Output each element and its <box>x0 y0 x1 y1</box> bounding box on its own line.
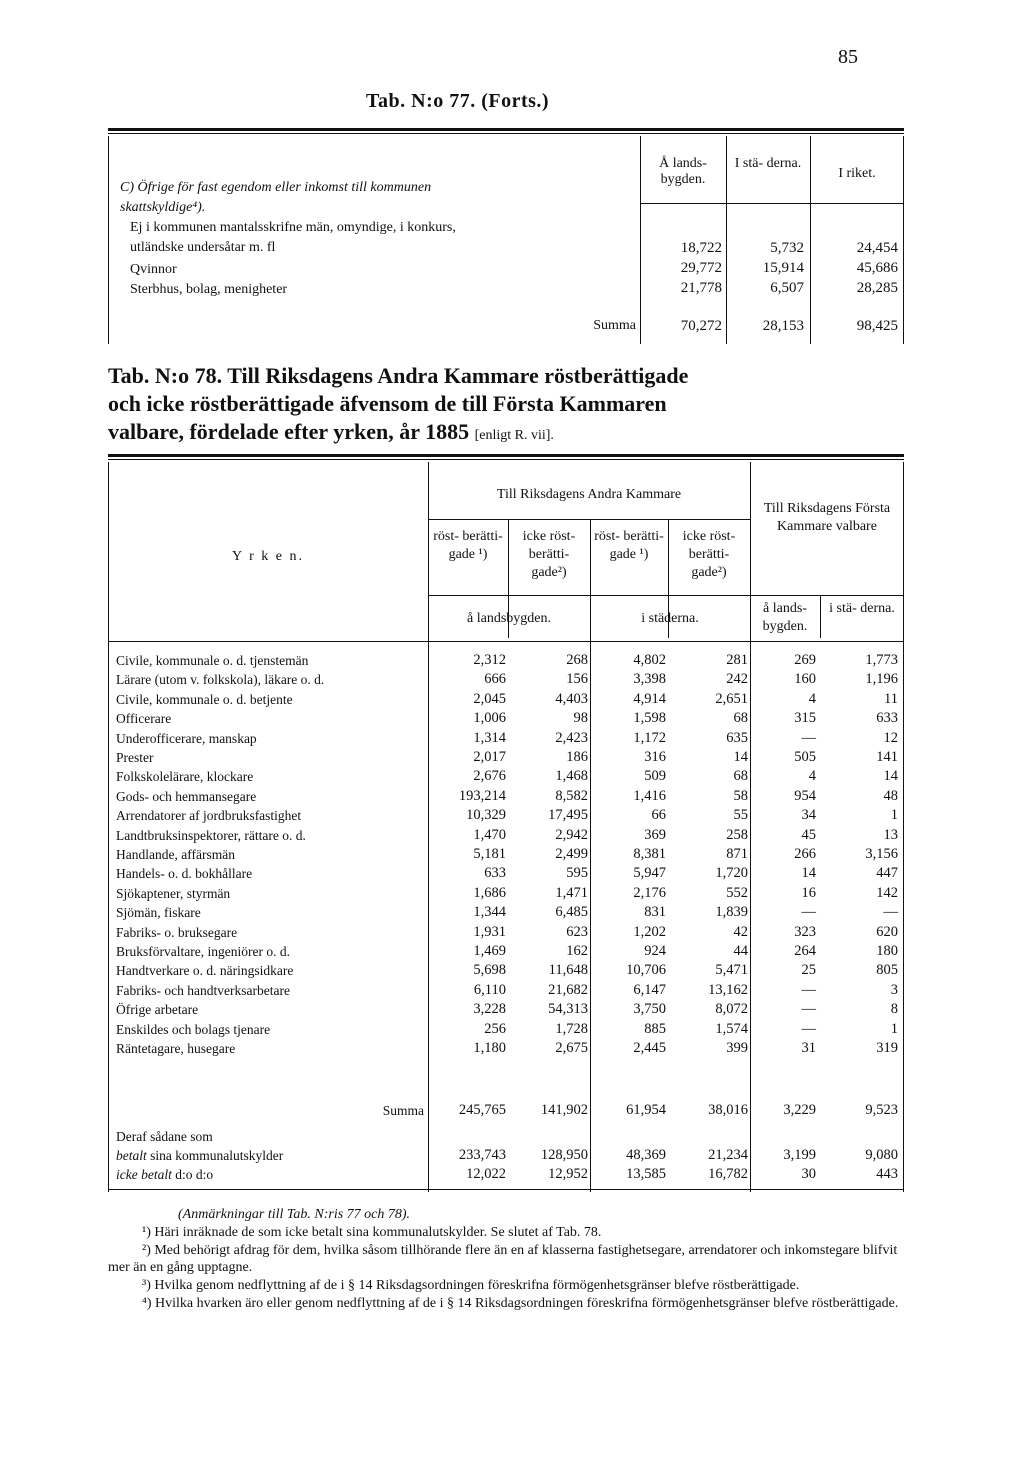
tab78-cell: 633 <box>484 865 506 882</box>
tab78-col-divider-mid <box>590 520 591 1192</box>
tab78-cell: 1,574 <box>715 1020 748 1037</box>
tab77-section-title-a: C) Öfrige för fast egendom eller inkomst till kommunen <box>120 180 432 195</box>
tab78-row-label: Officerare <box>116 711 172 727</box>
tab78-cell: 11 <box>884 690 898 707</box>
tab78-cell: 156 <box>566 671 588 688</box>
tab78-cell: 5,698 <box>473 962 506 979</box>
tab78-cell: 8 <box>890 1001 898 1018</box>
tab78-cell: 242 <box>726 671 748 688</box>
tab78-cell: 13,162 <box>708 981 748 998</box>
tab78-header-andra-kammare: Till Riksdagens Andra Kammare <box>496 487 682 502</box>
tab78-cell: 2,651 <box>715 690 748 707</box>
tab78-cell: 266 <box>794 846 816 862</box>
tab78-total-cell: 12,952 <box>548 1166 588 1182</box>
tab78-title-line-1: Tab. N:o 78. Till Riksdagens Andra Kammare röstberättigade <box>108 363 689 388</box>
note-1: ¹) Häri inräknade de som icke betalt sina kommunalutskylder. Se slutet af Tab. 78. <box>142 1225 602 1240</box>
tab78-cell: 323 <box>794 923 816 940</box>
tab78-cell: 3,228 <box>473 1001 506 1018</box>
tab78-cell: 3 <box>890 981 898 998</box>
tab78-col-divider-label <box>428 462 429 1192</box>
tab78-title-line-3-wrap <box>108 418 908 450</box>
tab78-header-rule-1 <box>428 519 750 520</box>
tab78-cell: 924 <box>644 943 666 959</box>
tab78-cell: — <box>801 904 816 921</box>
tab78-cell: 2,676 <box>473 768 506 785</box>
tab78-row-label: Bruksförvaltare, ingeniörer o. d. <box>116 944 290 959</box>
tab78-deraf-label: Deraf sådane som <box>116 1129 213 1144</box>
tab78-sub-icke-stad: icke röst- berätti- gade²) <box>682 529 736 580</box>
tab78-cell: 447 <box>876 865 898 882</box>
tab78-cell: 1 <box>890 1020 898 1037</box>
tab78-cell: 4,914 <box>633 690 666 707</box>
tab78-cell: 805 <box>876 962 898 979</box>
tab78-row-label: Underofficerare, manskap <box>116 730 257 746</box>
tab78-title-ref: [enligt R. vii]. <box>474 428 554 443</box>
tab78-header-yrken: Y r k e n. <box>232 549 304 564</box>
tab78-cell: 319 <box>876 1040 898 1056</box>
tab78-row-label: Öfrige arbetare <box>116 1002 199 1018</box>
tab78-sub-icke-lands: icke röst- berätti- gade²) <box>522 529 576 580</box>
tab78-row-label: Sjömän, fiskare <box>116 905 201 921</box>
tab78-cell: 14 <box>883 768 898 785</box>
tab78-cell: — <box>801 981 816 998</box>
tab78-row-label: Civile, kommunale o. d. betjente <box>116 691 293 707</box>
tab78-row-label: Civile, kommunale o. d. tjenstemän <box>116 653 309 668</box>
tab78-cell: 3,750 <box>633 1001 666 1018</box>
tab78-cell: 256 <box>484 1020 506 1037</box>
tab78-right-border <box>903 462 904 1192</box>
tab78-cell: 16 <box>801 884 816 901</box>
tab78-cell: 45 <box>801 826 816 843</box>
tab78-cell: 509 <box>644 768 666 785</box>
tab78-row-label: Räntetagare, husegare <box>116 1041 236 1056</box>
tab78-cell: 48 <box>883 787 898 804</box>
tab78-cell: 55 <box>733 807 748 824</box>
tab78-cell: 399 <box>726 1040 748 1056</box>
tab77-summa-cell: 98,425 <box>856 318 898 334</box>
tab78-area-forsta-stad: i stä- derna. <box>829 601 895 616</box>
tab77-section-title-b: skattskyldige⁴). <box>120 200 206 215</box>
tab78-cell: 633 <box>876 710 898 727</box>
tab78-betalt-label-text: sina kommunalutskylder <box>150 1148 284 1163</box>
tab78-cell: 1,180 <box>473 1040 506 1056</box>
tab77-section-title <box>120 178 640 218</box>
tab78-area-landsbygden: å landsbygden. <box>467 611 551 626</box>
tab78-cell: 954 <box>794 787 816 804</box>
tab78-row-label: Landtbruksinspektorer, rättare o. d. <box>116 827 306 843</box>
tab78-total-cell: 3,229 <box>783 1102 816 1118</box>
tab78-cell: 68 <box>733 768 748 785</box>
tab78-left-border <box>108 462 109 1192</box>
tab78-cell: 666 <box>484 671 506 688</box>
tab77-right-border <box>903 136 904 344</box>
tab78-cell: 885 <box>644 1020 666 1037</box>
tab78-cell: 1,470 <box>473 826 506 843</box>
tab77-col-divider-2 <box>726 136 727 344</box>
tab78-icke-label <box>116 1165 426 1184</box>
tab77-title: Tab. N:o 77. (Forts.) <box>366 90 550 112</box>
tab78-cell: 258 <box>726 826 748 843</box>
tab78-cell: 68 <box>733 710 748 727</box>
tab78-row-label: Gods- och hemmansegare <box>116 788 257 804</box>
tab77-cell: 5,732 <box>770 240 804 256</box>
tab78-sub-rost-lands: röst- berätti- gade ¹) <box>433 529 503 562</box>
tab77-cell: 6,507 <box>770 280 804 296</box>
tab78-cell: 13 <box>883 826 898 843</box>
tab78-total-cell: 3,199 <box>783 1147 816 1163</box>
tab78-cell: 635 <box>726 729 748 746</box>
tab78-total-cell: 48,369 <box>626 1147 666 1163</box>
tab77-header-rule <box>640 203 903 204</box>
tab78-cell: 1,468 <box>555 768 588 785</box>
tab78-top-rule <box>108 454 904 457</box>
tab78-total-cell: 12,022 <box>466 1166 506 1182</box>
tab78-cell: 10,329 <box>466 807 506 824</box>
note-4: ⁴) Hvilka hvarken äro eller genom nedflyttning af de i § 14 Riksdagsordningen föreskrifna förmögenhetsgränser blefve röstberättigade. <box>142 1296 899 1311</box>
tab78-cell: 14 <box>801 865 816 882</box>
tab77-summa-label: Summa <box>593 318 636 333</box>
tab78-title-line-2: och icke röstberättigade äfvensom de till Första Kammaren <box>108 391 667 416</box>
notes-heading: (Anmärkningar till Tab. N:ris 77 och 78). <box>178 1207 411 1222</box>
tab78-cell: 1 <box>890 807 898 824</box>
tab78-cell: 42 <box>733 923 748 940</box>
tab78-cell: 2,445 <box>633 1040 666 1056</box>
tab78-cell: 316 <box>644 749 666 765</box>
tab78-cell: 162 <box>566 943 588 959</box>
tab78-cell: — <box>801 729 816 746</box>
tab78-total-cell: 233,743 <box>458 1147 506 1163</box>
tab78-cell: 264 <box>794 943 816 959</box>
tab78-total-cell: 13,585 <box>626 1166 666 1182</box>
tab78-cell: 1,471 <box>555 884 588 901</box>
tab78-total-cell: 245,765 <box>458 1102 506 1118</box>
tab77-cell: 29,772 <box>680 260 722 276</box>
tab78-total-cell: 128,950 <box>540 1147 588 1163</box>
tab78-cell: 98 <box>573 710 588 727</box>
tab78-title <box>108 362 908 450</box>
tab78-total-cell: 9,523 <box>865 1102 898 1118</box>
tab78-cell: 14 <box>733 749 748 765</box>
tab78-cell: 4 <box>808 768 816 785</box>
tab78-summa-label: Summa <box>382 1103 424 1118</box>
tab77-cell: 28,285 <box>856 280 898 296</box>
tab78-cell: 1,469 <box>473 943 506 959</box>
tab77-cell: 24,454 <box>856 240 898 256</box>
tab78-betalt-label-italic: betalt <box>116 1148 147 1163</box>
tab78-cell: 2,045 <box>473 690 506 707</box>
tab78-cell: 142 <box>876 884 898 901</box>
tab77-cell: 18,722 <box>680 240 722 256</box>
tab78-cell: 11,648 <box>548 962 588 979</box>
tab78-total-cell: 141,902 <box>540 1102 588 1118</box>
tab78-cell: 831 <box>644 904 666 921</box>
tab78-row-label: Handlande, affärsmän <box>116 847 235 862</box>
tab78-cell: — <box>801 1020 816 1037</box>
tab78-cell: 25 <box>801 962 816 979</box>
tab77-row-1-label <box>130 218 636 258</box>
tab78-total-cell: 9,080 <box>865 1147 898 1163</box>
tab78-sub-rost-stad: röst- berätti- gade ¹) <box>594 529 664 562</box>
tab78-header-rule-2 <box>428 595 903 596</box>
tab78-cell: 3,156 <box>865 846 898 862</box>
tab78-cell: 2,942 <box>555 826 588 843</box>
tab78-cell: 1,006 <box>473 710 506 727</box>
note-3: ³) Hvilka genom nedflyttning af de i § 14 Riksdagsordningen föreskrifna förmögenhetsgränser blefve röstberättigade. <box>142 1278 800 1293</box>
tab78-cell: 193,214 <box>458 787 506 804</box>
tab78-cell: 2,312 <box>473 652 506 668</box>
tab78-cell: 10,706 <box>626 962 666 979</box>
tab78-cell: 54,313 <box>548 1001 588 1018</box>
tab78-area-forsta-lands: å lands- bygden. <box>762 601 808 634</box>
tab78-row-label: Handels- o. d. bokhållare <box>116 866 253 882</box>
tab77-left-border <box>108 136 109 344</box>
tab78-cell: 180 <box>876 943 898 959</box>
tab78-total-cell: 21,234 <box>708 1147 748 1163</box>
tab78-cell: 268 <box>566 652 588 668</box>
tab77-summa-cell: 28,153 <box>762 318 804 334</box>
tab77-col-header-riket: I riket. <box>838 166 876 181</box>
tab78-cell: 369 <box>644 826 666 843</box>
tab78-icke-label-italic: icke betalt <box>116 1167 172 1182</box>
tab78-cell: 1,720 <box>715 865 748 882</box>
tab78-cell: 141 <box>876 749 898 765</box>
tab78-header-bottom-rule <box>108 641 904 642</box>
tab78-cell: 1,598 <box>633 710 666 727</box>
tab78-cell: 1,196 <box>865 671 898 688</box>
tab78-row-label: Folkskolelärare, klockare <box>116 769 254 785</box>
tab78-row-label: Prester <box>116 750 154 765</box>
page-number: 85 <box>838 46 858 68</box>
tab78-cell: 6,110 <box>473 981 506 998</box>
tab78-cell: 2,675 <box>555 1040 588 1056</box>
tab78-title-line-3: valbare, fördelade efter yrken, år 1885 <box>108 419 470 444</box>
tab78-total-cell: 30 <box>801 1166 816 1182</box>
tab78-cell: 4 <box>808 690 816 707</box>
tab78-cell: — <box>883 904 898 921</box>
tab77-col-header-landsbygden: Å lands- bygden. <box>659 156 707 187</box>
tab77-cell: 15,914 <box>762 260 804 276</box>
tab78-cell: 1,314 <box>473 729 506 746</box>
notes <box>108 1206 908 1313</box>
tab78-cell: 1,344 <box>473 904 506 921</box>
tab78-cell: 31 <box>801 1040 816 1056</box>
tab78-cell: 1,172 <box>633 729 666 746</box>
tab78-total-cell: 443 <box>876 1166 898 1182</box>
tab78-row-label: Fabriks- och handtverksarbetare <box>116 982 290 998</box>
tab78-row-label: Lärare (utom v. folkskola), läkare o. d. <box>116 672 325 688</box>
tab78-cell: 5,947 <box>633 865 666 882</box>
tab77-row-1-label-b: utländske undersåtar m. fl <box>130 240 276 255</box>
tab77-row-1-label-a: Ej i kommunen mantalsskrifne män, omyndige, i konkurs, <box>130 220 456 235</box>
tab77-top-rule-thin <box>108 133 904 134</box>
tab78-cell: 2,176 <box>633 884 666 901</box>
tab78-cell: 21,682 <box>548 981 588 998</box>
tab78-cell: 8,072 <box>715 1001 748 1018</box>
tab77-cell: 21,778 <box>680 280 722 296</box>
tab78-cell: 1,728 <box>555 1020 588 1037</box>
tab78-cell: 623 <box>566 923 588 940</box>
tab78-area-staderna: i städerna. <box>641 611 699 626</box>
tab78-cell: 315 <box>794 710 816 727</box>
tab78-bottom-rule <box>108 1189 904 1190</box>
tab78-icke-label-text: d:o d:o <box>175 1167 214 1182</box>
tab77-cell: 45,686 <box>856 260 898 276</box>
tab78-cell: 1,416 <box>633 787 666 804</box>
tab78-cell: 160 <box>794 671 816 688</box>
tab78-cell: 4,403 <box>555 690 588 707</box>
tab77-row-2-label: Qvinnor <box>130 262 177 277</box>
note-2: ²) Med behörigt afdrag för dem, hvilka såsom tillhörande flere än en af klasserna fastighetsegare, arrendatorer och inkomstegare blifvit mer än en gång upptagne. <box>108 1243 898 1275</box>
tab78-row-label: Sjökaptener, styrmän <box>116 885 231 901</box>
tab78-row-label: Enskildes och bolags tjenare <box>116 1021 271 1037</box>
tab78-cell: 269 <box>794 652 816 668</box>
tab78-cell: 58 <box>733 787 748 804</box>
tab77-col-divider-1 <box>640 136 641 344</box>
tab78-cell: 8,582 <box>555 787 588 804</box>
tab78-col-divider <box>820 596 821 638</box>
tab78-cell: 44 <box>733 943 748 959</box>
tab77-col-divider-3 <box>810 136 811 344</box>
tab78-cell: 281 <box>726 652 748 668</box>
tab78-cell: 1,202 <box>633 923 666 940</box>
tab78-cell: 3,398 <box>633 671 666 688</box>
tab78-cell: 2,499 <box>555 846 588 862</box>
tab78-cell: 5,471 <box>715 962 748 979</box>
tab78-total-cell: 16,782 <box>708 1166 748 1182</box>
tab78-cell: 595 <box>566 865 588 882</box>
tab78-total-cell: 61,954 <box>626 1102 666 1118</box>
tab78-header-forsta-kammare: Till Riksdagens Första Kammare valbare <box>763 501 891 534</box>
tab78-cell: 6,485 <box>555 904 588 921</box>
tab77-top-rule <box>108 128 904 131</box>
tab78-top-rule-thin <box>108 459 904 460</box>
tab78-cell: — <box>801 1001 816 1018</box>
tab78-cell: 620 <box>876 923 898 940</box>
tab78-cell: 2,017 <box>473 749 506 765</box>
tab78-col-divider-forsta <box>750 462 751 1192</box>
tab78-cell: 1,931 <box>473 923 506 940</box>
tab78-cell: 17,495 <box>548 807 588 824</box>
tab78-row-label: Arrendatorer af jordbruksfastighet <box>116 808 302 824</box>
tab78-total-cell: 38,016 <box>708 1102 748 1118</box>
tab78-cell: 2,423 <box>555 729 588 746</box>
tab78-cell: 4,802 <box>633 652 666 668</box>
tab78-cell: 8,381 <box>633 846 666 862</box>
tab77-row-3-label: Sterbhus, bolag, menigheter <box>130 282 288 297</box>
tab78-row-label: Fabriks- o. bruksegare <box>116 924 238 940</box>
tab78-cell: 6,147 <box>633 981 666 998</box>
tab77-summa-cell: 70,272 <box>680 318 722 334</box>
tab78-cell: 505 <box>794 749 816 765</box>
tab78-cell: 1,773 <box>865 652 898 668</box>
tab78-cell: 552 <box>726 884 748 901</box>
tab78-cell: 66 <box>651 807 666 824</box>
tab78-cell: 186 <box>566 749 588 765</box>
tab78-betalt-label <box>116 1146 426 1165</box>
tab77-col-header-staderna: I stä- derna. <box>734 156 802 171</box>
tab78-cell: 1,686 <box>473 884 506 901</box>
tab78-cell: 871 <box>726 846 748 862</box>
tab78-cell: 1,839 <box>715 904 748 921</box>
tab78-cell: 5,181 <box>473 846 506 862</box>
tab78-cell: 34 <box>801 807 816 824</box>
tab78-cell: 12 <box>883 729 898 746</box>
tab78-row-label: Handtverkare o. d. näringsidkare <box>116 963 294 979</box>
